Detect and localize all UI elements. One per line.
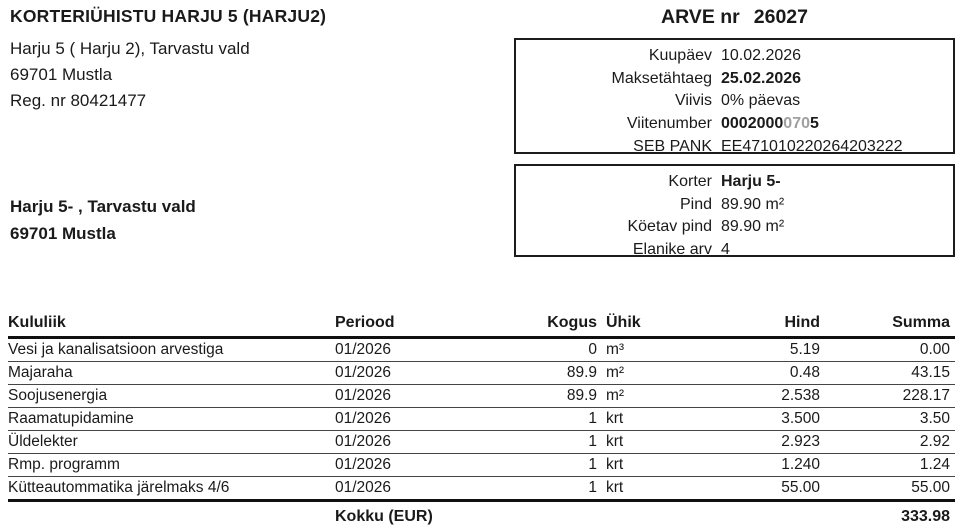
cell-kululiik: Rmp. programm xyxy=(8,454,335,477)
total-label: Kokku (EUR) xyxy=(335,501,485,529)
seller-block xyxy=(10,6,326,114)
table-row xyxy=(8,362,955,385)
cell-kululiik: Vesi ja kanalisatsioon arvestiga xyxy=(8,338,335,362)
apartment-info-box xyxy=(514,164,955,257)
viitenumber-part1: 0002000 xyxy=(721,115,783,132)
viitenumber-label: Viitenumber xyxy=(516,115,721,133)
recipient-line1: Harju 5- , Tarvastu vald xyxy=(10,193,196,220)
apartment-row-elanike-arv xyxy=(516,239,953,262)
apartment-row-pind xyxy=(516,194,953,217)
cell-periood: 01/2026 xyxy=(335,338,485,362)
cell-hind: 0.48 xyxy=(687,362,820,385)
cell-summa: 0.00 xyxy=(820,338,955,362)
cell-hind: 3.500 xyxy=(687,408,820,431)
cell-kululiik: Majaraha xyxy=(8,362,335,385)
maksetahtaeg-value: 25.02.2026 xyxy=(721,70,801,88)
table-row xyxy=(8,408,955,431)
cell-hind: 1.240 xyxy=(687,454,820,477)
table-row xyxy=(8,385,955,408)
apartment-row-korter xyxy=(516,171,953,194)
elanike-arv-value: 4 xyxy=(721,241,730,259)
viitenumber-value xyxy=(721,115,819,133)
table-header-row xyxy=(8,312,955,338)
cell-hind: 5.19 xyxy=(687,338,820,362)
seller-reg-number: Reg. nr 80421477 xyxy=(10,88,326,114)
cell-yhik: krt xyxy=(597,408,687,431)
viitenumber-part2-faded: 070 xyxy=(783,115,810,132)
cell-kululiik: Raamatupidamine xyxy=(8,408,335,431)
cell-summa: 55.00 xyxy=(820,477,955,501)
cell-kogus: 1 xyxy=(485,431,597,454)
cell-summa: 2.92 xyxy=(820,431,955,454)
cell-yhik: krt xyxy=(597,431,687,454)
maksetahtaeg-label: Maksetähtaeg xyxy=(516,70,721,88)
table-row xyxy=(8,338,955,362)
cell-kululiik: Üldelekter xyxy=(8,431,335,454)
apartment-row-koetav-pind xyxy=(516,216,953,239)
cell-hind: 2.538 xyxy=(687,385,820,408)
elanike-arv-label: Elanike arv xyxy=(516,241,721,259)
iban-value: EE471010220264203222 xyxy=(721,138,903,156)
table-row xyxy=(8,431,955,454)
cell-summa: 3.50 xyxy=(820,408,955,431)
recipient-line2: 69701 Mustla xyxy=(10,220,196,247)
cell-kogus: 1 xyxy=(485,477,597,501)
kuupaev-value: 10.02.2026 xyxy=(721,47,801,65)
koetav-pind-label: Köetav pind xyxy=(516,218,721,236)
header-summa: Summa xyxy=(820,312,955,338)
cell-periood: 01/2026 xyxy=(335,477,485,501)
invoice-meta-box xyxy=(514,38,955,154)
meta-row-bank xyxy=(516,135,953,158)
pind-label: Pind xyxy=(516,196,721,214)
cell-summa: 1.24 xyxy=(820,454,955,477)
cell-periood: 01/2026 xyxy=(335,385,485,408)
bank-label: SEB PANK xyxy=(516,138,721,156)
cell-yhik: m² xyxy=(597,385,687,408)
table-row xyxy=(8,477,955,501)
total-value: 333.98 xyxy=(820,501,955,529)
cell-kogus: 89.9 xyxy=(485,362,597,385)
cell-yhik: m² xyxy=(597,362,687,385)
recipient-block xyxy=(10,193,196,247)
cell-periood: 01/2026 xyxy=(335,362,485,385)
charges-table xyxy=(8,312,955,529)
cell-yhik: m³ xyxy=(597,338,687,362)
seller-address-line1: Harju 5 ( Harju 2), Tarvastu vald xyxy=(10,36,326,62)
cell-hind: 2.923 xyxy=(687,431,820,454)
cell-summa: 228.17 xyxy=(820,385,955,408)
kuupaev-label: Kuupäev xyxy=(516,47,721,65)
cell-yhik: krt xyxy=(597,477,687,501)
cell-periood: 01/2026 xyxy=(335,408,485,431)
cell-kululiik: Kütteautommatika järelmaks 4/6 xyxy=(8,477,335,501)
cell-periood: 01/2026 xyxy=(335,454,485,477)
meta-row-kuupaev xyxy=(516,45,953,68)
koetav-pind-value: 89.90 m² xyxy=(721,218,784,236)
cell-kogus: 0 xyxy=(485,338,597,362)
table-row xyxy=(8,454,955,477)
cell-summa: 43.15 xyxy=(820,362,955,385)
header-periood: Periood xyxy=(335,312,485,338)
table-total-row xyxy=(8,501,955,529)
cell-periood: 01/2026 xyxy=(335,431,485,454)
meta-row-maksetahtaeg xyxy=(516,68,953,91)
invoice-title-label: ARVE nr xyxy=(661,6,740,28)
header-kogus: Kogus xyxy=(485,312,597,338)
cell-kogus: 89.9 xyxy=(485,385,597,408)
header-kululiik: Kululiik xyxy=(8,312,335,338)
meta-row-viivis xyxy=(516,90,953,113)
seller-name: KORTERIÜHISTU HARJU 5 (HARJU2) xyxy=(10,6,326,27)
header-yhik: Ühik xyxy=(597,312,687,338)
seller-address-line2: 69701 Mustla xyxy=(10,62,326,88)
pind-value: 89.90 m² xyxy=(721,196,784,214)
viivis-value: 0% päevas xyxy=(721,92,800,110)
korter-label: Korter xyxy=(516,173,721,191)
cell-kululiik: Soojusenergia xyxy=(8,385,335,408)
cell-kogus: 1 xyxy=(485,454,597,477)
header-hind: Hind xyxy=(687,312,820,338)
viitenumber-part3: 5 xyxy=(810,115,819,132)
korter-value: Harju 5- xyxy=(721,173,781,191)
cell-hind: 55.00 xyxy=(687,477,820,501)
cell-yhik: krt xyxy=(597,454,687,477)
invoice-number: 26027 xyxy=(754,6,808,28)
invoice-title xyxy=(514,6,955,29)
viivis-label: Viivis xyxy=(516,92,721,110)
meta-row-viitenumber xyxy=(516,113,953,136)
cell-kogus: 1 xyxy=(485,408,597,431)
